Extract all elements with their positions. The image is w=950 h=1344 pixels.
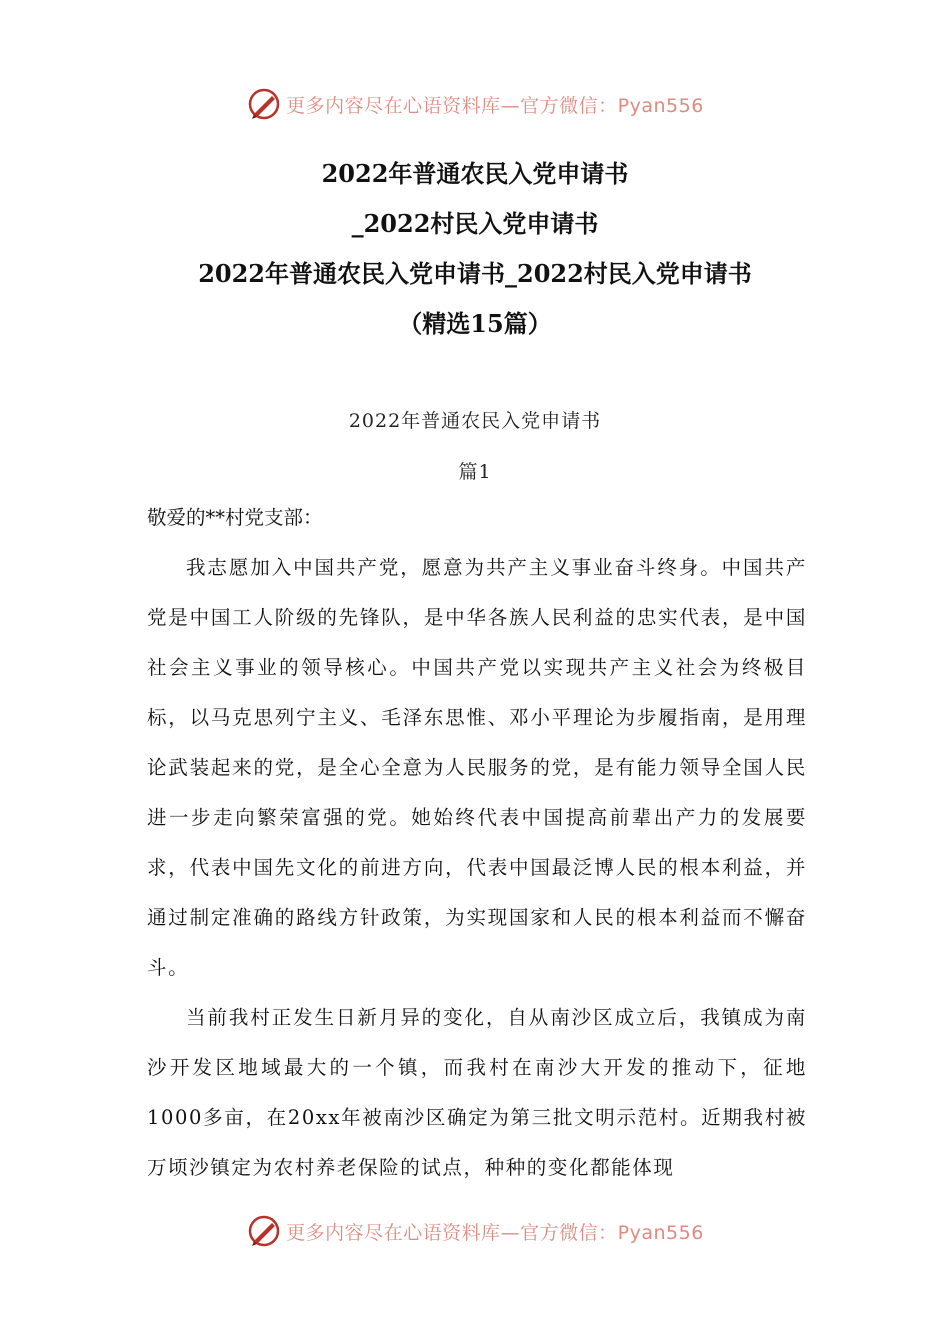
pen-circle-logo-icon: [246, 1213, 282, 1249]
body-paragraph: 当前我村正发生日新月异的变化，自从南沙区成立后，我镇成为南沙开发区地域最大的一个镇，而我村在南沙大开发的推动下，征地1000多亩，在20xx年被南沙区确定为第三批文明示范村。近期我村被万顷沙镇定为农村养老保险的试点，种种的变化都能体现: [147, 1006, 807, 1179]
letter-body: [147, 543, 807, 1193]
footer-watermark: [0, 1211, 950, 1251]
section-heading: 2022年普通农民入党申请书: [348, 410, 602, 432]
watermark-text: 更多内容尽在心语资料库—官方微信：Pyan556: [286, 94, 704, 117]
title-line-1: 2022年普通农民入党申请书: [321, 159, 629, 188]
section-part: 篇1: [458, 461, 492, 483]
letter-salutation: 敬爱的**村党支部：: [147, 506, 323, 529]
pen-circle-logo-icon: [246, 86, 282, 122]
title-line-3: 2022年普通农民入党申请书_2022村民入党申请书: [198, 259, 752, 288]
body-paragraph: 我志愿加入中国共产党，愿意为共产主义事业奋斗终身。中国共产党是中国工人阶级的先锋队，是中华各族人民利益的忠实代表，是中国社会主义事业的领导核心。中国共产党以实现共产主义社会为终极目标，以马克思列宁主义、毛泽东思惟、邓小平理论为步履指南，是用理论武装起来的党，是全心全意为人民服务的党，是有能力领导全国人民进一步走向繁荣富强的党。她始终代表中国提高前辈出产力的发展要求，代表中国先文化的前进方向，代表中国最泛博人民的根本利益，并通过制定准确的路线方针政策，为实现国家和人民的根本利益而不懈奋斗。: [147, 556, 807, 979]
header-watermark: [0, 84, 950, 124]
watermark-text: 更多内容尽在心语资料库—官方微信：Pyan556: [286, 1221, 704, 1244]
title-line-2: _2022村民入党申请书: [351, 209, 599, 238]
title-line-4: （精选15篇）: [398, 309, 552, 338]
